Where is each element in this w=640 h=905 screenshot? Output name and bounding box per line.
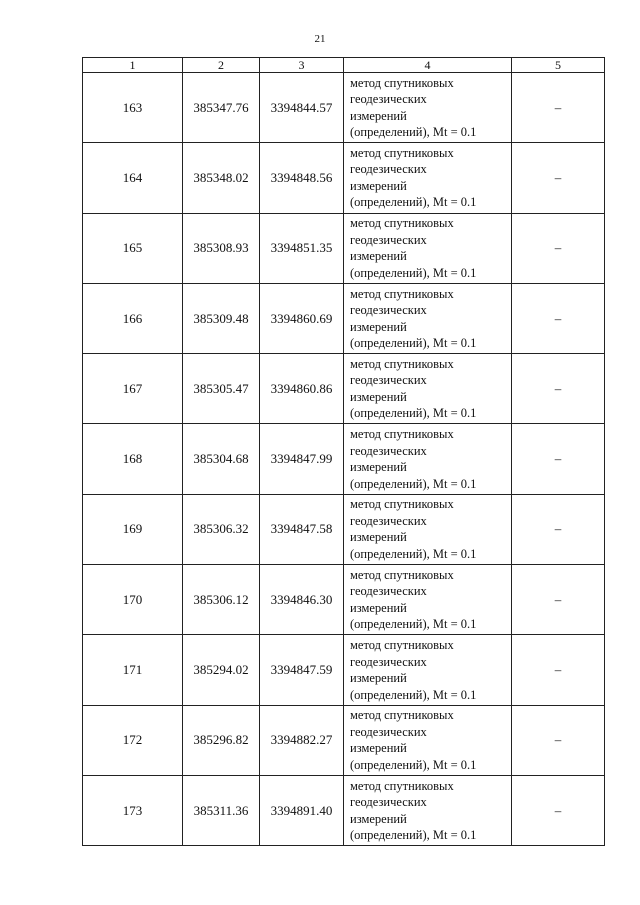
note-cell: – bbox=[512, 143, 605, 213]
table-row bbox=[83, 494, 605, 564]
table-row bbox=[83, 565, 605, 635]
x-coordinate-cell: 385306.12 bbox=[183, 565, 260, 635]
method-cell bbox=[344, 73, 512, 143]
y-coordinate-cell: 3394847.58 bbox=[260, 494, 344, 564]
note-cell: – bbox=[512, 705, 605, 775]
method-line: метод спутниковых bbox=[350, 75, 454, 90]
x-coordinate-cell: 385304.68 bbox=[183, 424, 260, 494]
method-line: геодезических bbox=[350, 654, 427, 669]
column-header-2: 2 bbox=[183, 58, 260, 73]
point-number-cell: 165 bbox=[83, 213, 183, 283]
x-coordinate-cell: 385309.48 bbox=[183, 283, 260, 353]
note-cell: – bbox=[512, 354, 605, 424]
method-line: метод спутниковых bbox=[350, 567, 454, 582]
method-line: геодезических bbox=[350, 513, 427, 528]
method-line: геодезических bbox=[350, 92, 427, 107]
table-row bbox=[83, 705, 605, 775]
point-number-cell: 169 bbox=[83, 494, 183, 564]
x-coordinate-cell: 385306.32 bbox=[183, 494, 260, 564]
table-row bbox=[83, 775, 605, 845]
method-cell bbox=[344, 635, 512, 705]
note-cell: – bbox=[512, 73, 605, 143]
method-line: (определений), Mt = 0.1 bbox=[350, 828, 477, 843]
method-line: (определений), Mt = 0.1 bbox=[350, 617, 477, 632]
note-cell: – bbox=[512, 635, 605, 705]
table-row bbox=[83, 213, 605, 283]
x-coordinate-cell: 385294.02 bbox=[183, 635, 260, 705]
note-cell: – bbox=[512, 424, 605, 494]
point-number-cell: 168 bbox=[83, 424, 183, 494]
method-line: (определений), Mt = 0.1 bbox=[350, 757, 477, 772]
y-coordinate-cell: 3394851.35 bbox=[260, 213, 344, 283]
table-row bbox=[83, 635, 605, 705]
column-header-3: 3 bbox=[260, 58, 344, 73]
point-number-cell: 163 bbox=[83, 73, 183, 143]
method-line: измерений bbox=[350, 600, 407, 615]
y-coordinate-cell: 3394882.27 bbox=[260, 705, 344, 775]
point-number-cell: 164 bbox=[83, 143, 183, 213]
method-line: (определений), Mt = 0.1 bbox=[350, 406, 477, 421]
method-line: геодезических bbox=[350, 232, 427, 247]
y-coordinate-cell: 3394846.30 bbox=[260, 565, 344, 635]
y-coordinate-cell: 3394860.86 bbox=[260, 354, 344, 424]
method-line: измерений bbox=[350, 108, 407, 123]
x-coordinate-cell: 385308.93 bbox=[183, 213, 260, 283]
y-coordinate-cell: 3394860.69 bbox=[260, 283, 344, 353]
method-line: (определений), Mt = 0.1 bbox=[350, 125, 477, 140]
table-row bbox=[83, 73, 605, 143]
method-line: метод спутниковых bbox=[350, 356, 454, 371]
point-number-cell: 172 bbox=[83, 705, 183, 775]
method-line: метод спутниковых bbox=[350, 286, 454, 301]
method-line: измерений bbox=[350, 178, 407, 193]
method-line: измерений bbox=[350, 249, 407, 264]
method-cell bbox=[344, 705, 512, 775]
method-line: метод спутниковых bbox=[350, 145, 454, 160]
method-line: (определений), Mt = 0.1 bbox=[350, 336, 477, 351]
method-line: измерений bbox=[350, 741, 407, 756]
method-line: геодезических bbox=[350, 795, 427, 810]
table-row bbox=[83, 143, 605, 213]
method-line: (определений), Mt = 0.1 bbox=[350, 687, 477, 702]
y-coordinate-cell: 3394847.99 bbox=[260, 424, 344, 494]
method-line: (определений), Mt = 0.1 bbox=[350, 265, 477, 280]
method-cell bbox=[344, 565, 512, 635]
method-line: (определений), Mt = 0.1 bbox=[350, 476, 477, 491]
method-line: метод спутниковых bbox=[350, 427, 454, 442]
method-cell bbox=[344, 424, 512, 494]
method-cell bbox=[344, 283, 512, 353]
table-row bbox=[83, 424, 605, 494]
table-body bbox=[83, 73, 605, 846]
method-cell bbox=[344, 354, 512, 424]
method-cell bbox=[344, 494, 512, 564]
method-cell bbox=[344, 143, 512, 213]
method-line: (определений), Mt = 0.1 bbox=[350, 195, 477, 210]
method-line: измерений bbox=[350, 389, 407, 404]
x-coordinate-cell: 385347.76 bbox=[183, 73, 260, 143]
table-header-row bbox=[83, 58, 605, 73]
coordinates-table bbox=[82, 57, 605, 846]
method-line: измерений bbox=[350, 671, 407, 686]
point-number-cell: 166 bbox=[83, 283, 183, 353]
column-header-4: 4 bbox=[344, 58, 512, 73]
method-line: метод спутниковых bbox=[350, 708, 454, 723]
method-line: метод спутниковых bbox=[350, 497, 454, 512]
method-line: геодезических bbox=[350, 443, 427, 458]
y-coordinate-cell: 3394891.40 bbox=[260, 775, 344, 845]
table-row bbox=[83, 283, 605, 353]
method-cell bbox=[344, 775, 512, 845]
page-number: 21 bbox=[314, 33, 326, 45]
column-header-1: 1 bbox=[83, 58, 183, 73]
method-line: (определений), Mt = 0.1 bbox=[350, 546, 477, 561]
method-line: метод спутниковых bbox=[350, 778, 454, 793]
method-cell bbox=[344, 213, 512, 283]
x-coordinate-cell: 385296.82 bbox=[183, 705, 260, 775]
y-coordinate-cell: 3394848.56 bbox=[260, 143, 344, 213]
method-line: геодезических bbox=[350, 724, 427, 739]
note-cell: – bbox=[512, 565, 605, 635]
y-coordinate-cell: 3394844.57 bbox=[260, 73, 344, 143]
method-line: метод спутниковых bbox=[350, 638, 454, 653]
point-number-cell: 173 bbox=[83, 775, 183, 845]
table-row bbox=[83, 354, 605, 424]
method-line: измерений bbox=[350, 319, 407, 334]
method-line: геодезических bbox=[350, 584, 427, 599]
note-cell: – bbox=[512, 283, 605, 353]
method-line: геодезических bbox=[350, 303, 427, 318]
method-line: измерений bbox=[350, 530, 407, 545]
method-line: метод спутниковых bbox=[350, 216, 454, 231]
y-coordinate-cell: 3394847.59 bbox=[260, 635, 344, 705]
point-number-cell: 167 bbox=[83, 354, 183, 424]
note-cell: – bbox=[512, 775, 605, 845]
point-number-cell: 170 bbox=[83, 565, 183, 635]
method-line: измерений bbox=[350, 811, 407, 826]
method-line: геодезических bbox=[350, 373, 427, 388]
method-line: геодезических bbox=[350, 162, 427, 177]
method-line: измерений bbox=[350, 460, 407, 475]
point-number-cell: 171 bbox=[83, 635, 183, 705]
x-coordinate-cell: 385348.02 bbox=[183, 143, 260, 213]
note-cell: – bbox=[512, 494, 605, 564]
note-cell: – bbox=[512, 213, 605, 283]
column-header-5: 5 bbox=[512, 58, 605, 73]
x-coordinate-cell: 385305.47 bbox=[183, 354, 260, 424]
x-coordinate-cell: 385311.36 bbox=[183, 775, 260, 845]
